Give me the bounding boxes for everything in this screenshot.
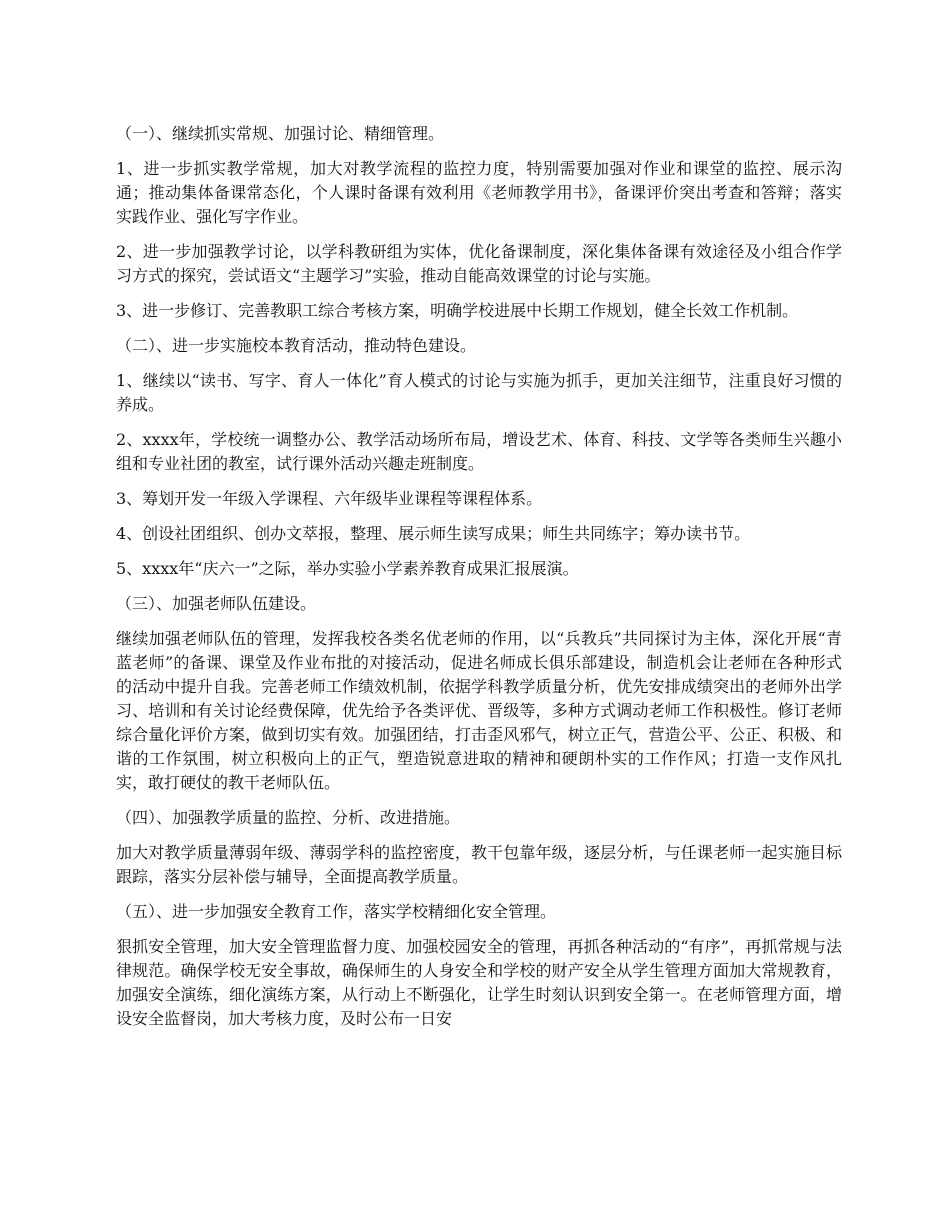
paragraph-2-2: 2、xxxx年，学校统一调整办公、教学活动场所布局，增设艺术、体育、科技、文学等各类师生兴趣小组和专业社团的教室，试行课外活动兴趣走班制度。 [116, 430, 842, 473]
paragraph-3-1: 继续加强老师队伍的管理，发挥我校各类名优老师的作用，以“兵教兵”共同探讨为主体，深化开展“青蓝老师”的备课、课堂及作业布批的对接活动，促进名师成长俱乐部建设，制造机会让老师在各种形式的活动中提升自我。完善老师工作绩效机制，依据学科教学质量分析，优先安排成绩突出的老师外出学习、培训和有关讨论经费保障，优先给予各类评优、晋级等，多种方式调动老师工作积极性。修订老师综合量化评价方案，做到切实有效。加强团结，打击歪风邪气，树立正气，营造公平、公正、积极、和谐的工作氛围，树立积极向上的正气，塑造锐意进取的精神和硬朗朴实的工作作风；打造一支作风扎实，敢打硬仗的教干老师队伍。 [116, 629, 842, 792]
paragraph-2-1: 1、继续以“读书、写字、育人一体化”育人模式的讨论与实施为抓手，更加关注细节，注重良好习惯的养成。 [116, 371, 842, 414]
paragraph-1-3: 3、进一步修订、完善教职工综合考核方案，明确学校进展中长期工作规划，健全长效工作机制。 [116, 301, 799, 320]
paragraph-1-2: 2、进一步加强教学讨论，以学科教研组为实体，优化备课制度，深化集体备课有效途径及小组合作学习方式的探究，尝试语文“主题学习”实验，推动自能高效课堂的讨论与实施。 [116, 242, 842, 285]
section-heading-1: （一）、继续抓实常规、加强讨论、精细管理。 [116, 124, 445, 143]
paragraph-1-1: 1、进一步抓实教学常规，加大对教学流程的监控力度，特别需要加强对作业和课堂的监控、展示沟通；推动集体备课常态化，个人课时备课有效利用《老师教学用书》，备课评价突出考查和答辩；落实实践作业、强化写字作业。 [116, 159, 842, 226]
section-heading-4: （四）、加强教学质量的监控、分析、改进措施。 [116, 808, 461, 827]
paragraph-2-4: 4、创设社团组织、创办文萃报，整理、展示师生读写成果；师生共同练字；筹办读书节。 [116, 524, 751, 543]
paragraph-5-1: 狠抓安全管理，加大安全管理监督力度、加强校园安全的管理，再抓各种活动的“有序”，再抓常规与法律规范。确保学校无安全事故，确保师生的人身安全和学校的财产安全从学生管理方面加大常规教育，加强安全演练，细化演练方案，从行动上不断强化，让学生时刻认识到安全第一。在老师管理方面，增设安全监督岗，加大考核力度，及时公布一日安 [116, 937, 842, 1028]
section-heading-5: （五）、进一步加强安全教育工作，落实学校精细化安全管理。 [116, 902, 557, 921]
paragraph-4-1: 加大对教学质量薄弱年级、薄弱学科的监控密度，教干包靠年级，逐层分析，与任课老师一起实施目标跟踪，落实分层补偿与辅导，全面提高教学质量。 [116, 843, 842, 886]
section-heading-2: （二）、进一步实施校本教育活动，推动特色建设。 [116, 336, 477, 355]
paragraph-2-5: 5、xxxx年“庆六一”之际，举办实验小学素养教育成果汇报展演。 [116, 559, 579, 578]
paragraph-2-3: 3、筹划开发一年级入学课程、六年级毕业课程等课程体系。 [116, 489, 543, 508]
section-heading-3: （三）、加强老师队伍建设。 [116, 594, 317, 613]
